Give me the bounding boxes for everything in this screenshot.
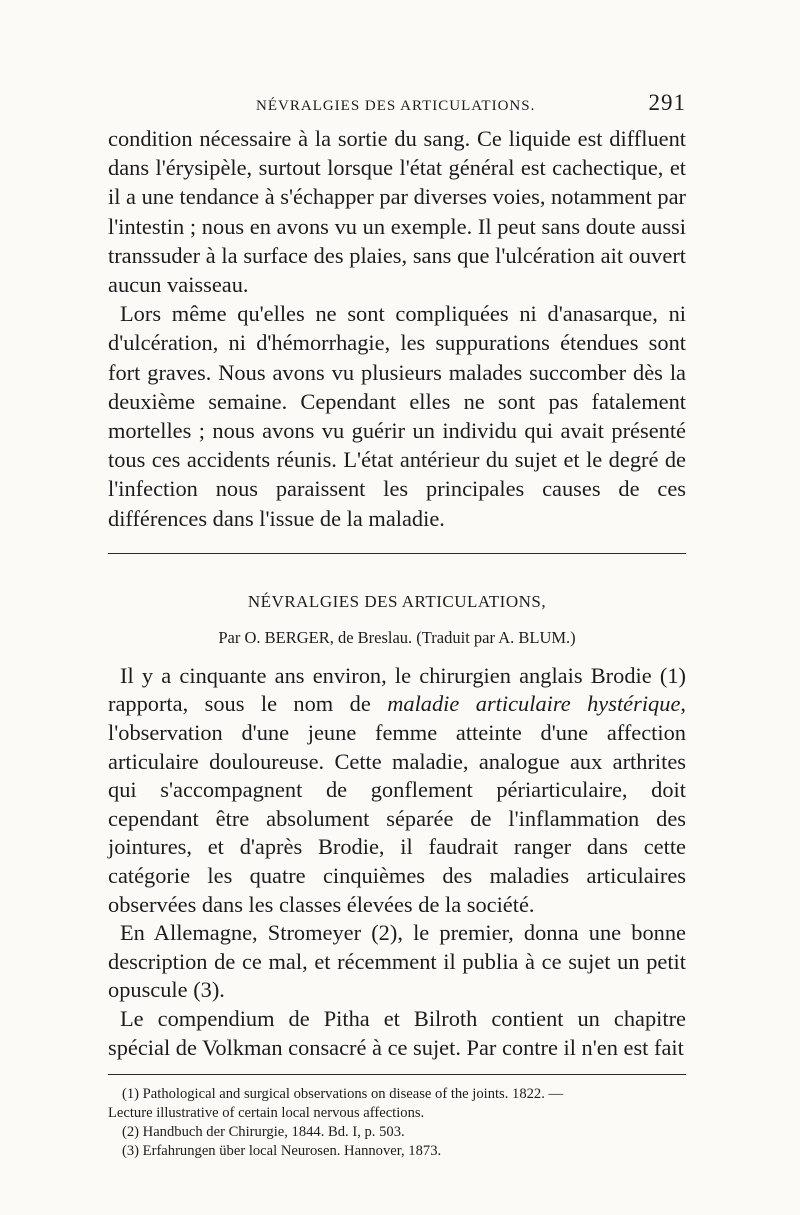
footnote-divider (108, 1074, 686, 1075)
footnote-3: (3) Erfahrungen über local Neurosen. Hannover, 1873. (122, 1143, 442, 1160)
footnotes (108, 1085, 686, 1161)
article-paragraph-1 (108, 662, 686, 919)
article-byline: Par O. BERGER, de Breslau. (Traduit par A. BLUM.) (218, 627, 576, 647)
running-title: NÉVRALGIES DES ARTICULATIONS. (256, 98, 536, 114)
continuation-paragraph-1: condition nécessaire à la sortie du sang. Ce liquide est diffluent dans l'érysipèle, surtout lorsque l'état général est cachectique, et il a une tendance à s'échapper par diverses voies, notamment par l'intestin ; nous en avons vu un exemple. Il peut sans doute aussi transsuder à la surface des plaies, sans que l'ulcération ait ouvert aucun vaisseau. (108, 126, 686, 298)
footnote-1: (1) Pathological and surgical observations on disease of the joints. 1822. — (122, 1086, 564, 1103)
section-divider (108, 553, 686, 554)
page (108, 88, 686, 1161)
article-paragraph-2: En Allemagne, Stromeyer (2), le premier, donna une bonne description de ce mal, et récemment il publia à ce sujet un petit opuscule (3). (108, 920, 686, 1003)
paragraph-text: Il y a cinquante ans environ, le chirurgien anglais Brodie (1) rapporta, sous le nom de (108, 662, 686, 717)
running-header (108, 88, 686, 124)
continuation-paragraph-2: Lors même qu'elles ne sont compliquées ni d'anasarque, ni d'ulcération, ni d'hémorrhagie, les suppurations étendues sont fort graves. Nous avons vu plusieurs malades succomber dès la deuxième semaine. Cependant elles ne sont pas fatalement mortelles ; nous avons vu guérir un individu qui avait présenté tous ces accidents réunis. L'état antérieur du sujet et le degré de l'infection nous paraissent les principales causes de ces différences dans l'issue de la maladie. (108, 301, 686, 531)
paragraph-text: , l'observation d'une jeune femme atteinte d'une affection articulaire douloureuse. Cette maladie, analogue aux arthrites qui s'accompagnent de gonflement périarticulaire, doit cependant être absolument séparée de l'inflammation des jointures, et d'après Brodie, il faudrait ranger dans cette catégorie les quatre cinquièmes des maladies articulaires observées dans les classes élevées de la société. (108, 691, 686, 917)
emphasis-text: maladie articulaire hystérique (387, 691, 681, 717)
page-number: 291 (648, 90, 686, 115)
article-paragraph-3: Le compendium de Pitha et Bilroth contient un chapitre spécial de Volkman consacré à ce sujet. Par contre il n'en est fait (108, 1005, 686, 1060)
footnote-1-continuation: Lecture illustrative of certain local nervous affections. (108, 1105, 425, 1122)
article-title: NÉVRALGIES DES ARTICULATIONS, (247, 591, 547, 611)
footnote-2: (2) Handbuch der Chirurgie, 1844. Bd. I, p. 503. (122, 1124, 405, 1141)
